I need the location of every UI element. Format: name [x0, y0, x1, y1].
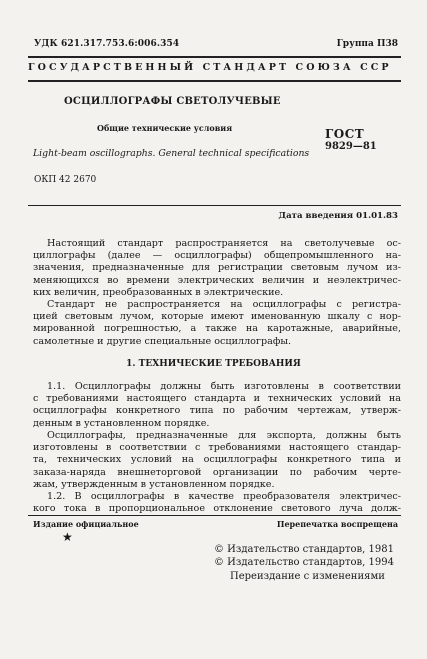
- intro-paragraph-2: Стандарт не распространяется на осциллографы с регистра- цией световым лучом, которые имеют именованную шкалу с нор- мированной погрешностью, а также на каротажные, аварийные, самолетные и другие специальные осциллографы.: [33, 299, 401, 347]
- gost-number: 9829—81: [325, 141, 377, 152]
- star-icon: ★: [62, 530, 73, 544]
- english-title: Light-beam oscillographs. General technical specifications: [33, 148, 310, 159]
- group-code: Группа П38: [336, 39, 398, 49]
- udk-code: УДК 621.317.753.6:006.354: [34, 39, 180, 49]
- effective-date: Дата введения 01.01.83: [278, 211, 398, 221]
- copyright-1981: © Издательство стандартов, 1981: [214, 544, 394, 555]
- gost-label: ГОСТ: [325, 127, 365, 141]
- intro-paragraph-1: Настоящий стандарт распространяется на светолучевые ос- циллографы (далее — осциллографы) общепромышленного на- значения, предназначенные для регистрации световым лучом из- меняющихся во времени электрических величин и неэлектричес- ких величин, преобразованных в электрические.: [33, 238, 401, 298]
- footer-rule: [28, 515, 401, 516]
- reprint-prohibited-label: Перепечатка воспрещена: [276, 519, 398, 529]
- top-rule: [28, 56, 401, 58]
- clause-1-2: 1.2. В осциллографы в качестве преобразователя электричес- кого тока в пропорциональное отклонение светового луча долж-: [33, 491, 401, 515]
- clause-export: Осциллографы, предназначенные для экспорта, должны быть изготовлены в соответствии с требованиями настоящего стандар- та, технических условий на осциллографы конкретного типа и заказа-наряда внешнеторговой организации по рабочим черте- жам, утвержденным в установленном порядке.: [33, 430, 401, 490]
- document-title: ОСЦИЛЛОГРАФЫ СВЕТОЛУЧЕВЫЕ: [64, 96, 281, 107]
- copyright-1994: © Издательство стандартов, 1994: [214, 557, 394, 568]
- clause-1-1: 1.1. Осциллографы должны быть изготовлены в соответствии с требованиями настоящего стандарта и технических условий на осциллографы конкретного типа по рабочим чертежам, утверж- денным в установленном порядке.: [33, 381, 401, 429]
- okp-code: ОКП 42 2670: [34, 175, 97, 185]
- document-subtitle: Общие технические условия: [97, 123, 233, 133]
- reissue-note: Переиздание с изменениями: [230, 571, 385, 582]
- banner-rule: [28, 80, 401, 82]
- official-edition-label: Издание официальное: [33, 519, 139, 529]
- state-standard-banner: ГОСУДАРСТВЕННЫЙ СТАНДАРТ СОЮЗА ССР: [28, 62, 392, 73]
- section-heading: 1. ТЕХНИЧЕСКИЕ ТРЕБОВАНИЯ: [126, 359, 301, 369]
- date-rule: [28, 205, 401, 206]
